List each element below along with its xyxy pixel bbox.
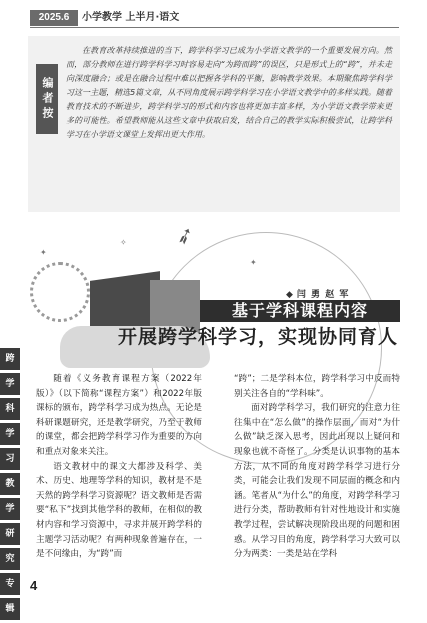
article-authors: ◆ 闫 勇 赵 军: [286, 290, 350, 300]
body-paragraph: “跨”；二是学科本位，跨学科学习中反而特别关注各自的“学科味”。: [234, 374, 400, 399]
sidebar-tab: 辑: [0, 598, 20, 620]
sidebar-tab: 科: [0, 398, 20, 420]
star-icon: ✦: [40, 248, 47, 257]
magazine-name: 小学教学 上半月·语文: [82, 12, 180, 23]
galaxy-swirl: [30, 262, 90, 322]
body-column-left: [36, 372, 202, 562]
sidebar-tab: 学: [0, 373, 20, 395]
body-paragraph: 语文教材中的课文大都涉及科学、美术、历史、地理等学科的知识，教材是不是天然的跨学科学习资源呢？语文教师是否需要“私下”找到其他学科的教师，在相似的教材内容和学习资源中，寻求并展开跨学科的主题学习活动呢？有两种现象普遍存在，一是不问缘由，为“跨”而: [36, 461, 202, 560]
body-paragraph: 随着《义务教育课程方案（2022年版）》（以下简称“课程方案”）和2022年版课标的颁布，跨学科学习成为热点。无论是科研课题研究，还是教学研究，乃至于教师的课堂，都会把跨学科学习作为重要的方向和重点对象来关注。: [36, 374, 202, 457]
star-icon: ✦: [250, 258, 257, 267]
header-rule: [30, 27, 399, 28]
page-number: 4: [30, 578, 38, 593]
page-header: [0, 10, 427, 26]
sidebar-tab: 教: [0, 473, 20, 495]
editor-note-tag: 编者按: [36, 64, 58, 134]
sidebar-tab: 究: [0, 548, 20, 570]
article-title-line2: 开展跨学科学习，实现协同育人: [117, 326, 398, 348]
sidebar-tab: 研: [0, 523, 20, 545]
sidebar-tab: 习: [0, 448, 20, 470]
sidebar-tab: 学: [0, 423, 20, 445]
body-paragraph: 面对跨学科学习，我们研究的注意力往往集中在“怎么做”的操作层面，而对“为什么做”缺乏深入思考，因此出现以上疑问和现象也就不奇怪了。分类是认识事物的基本方法，从不同的角度对跨学科学习进行分类，可能会让我们发现不同层面的概念和内涵。笔者从“为什么”的角度，对跨学科学习进行分类，帮助教师有针对性地设计和实施教学过程，尝试解决现阶段出现的问题和困惑。从学习目的角度，跨学科学习大致可以分为两类：一类是站在学科: [234, 403, 400, 560]
issue-date: 2025.6: [30, 10, 78, 26]
star-icon: ✧: [120, 238, 127, 247]
diamond-icon: ◆: [286, 290, 294, 300]
article-title-line1: 基于学科课程内容: [200, 300, 400, 322]
bird-icon: ➶: [172, 221, 199, 252]
editor-note-text: 在教育改革持续推进的当下，跨学科学习已成为小学语文教学的一个重要发展方向。然而，部分教师在进行跨学科学习时容易走向“为跨而跨”的误区，只是形式上的“跨”，并未走向深度融合；或是在融合过程中难以把握各学科的平衡，影响教学效果。本期聚焦跨学科学习这一主题，精选5篇文章，从不同角度展示跨学科学习在小学语文教学中的多样实践。随着教育技术的不断进步，跨学科学习的形式和内容也将更加丰富多样，为小学语文教学带来更多的可能性。希望教师能从这些文章中获取启发，结合自己的教学实际积极尝试，让跨学科学习在小学语文课堂上发挥出更大作用。: [66, 46, 392, 139]
body-column-right: [234, 372, 400, 562]
section-sidebar: [0, 348, 24, 623]
sidebar-tab: 专: [0, 573, 20, 595]
sidebar-tab: 学: [0, 498, 20, 520]
sidebar-tab: 跨: [0, 348, 20, 370]
